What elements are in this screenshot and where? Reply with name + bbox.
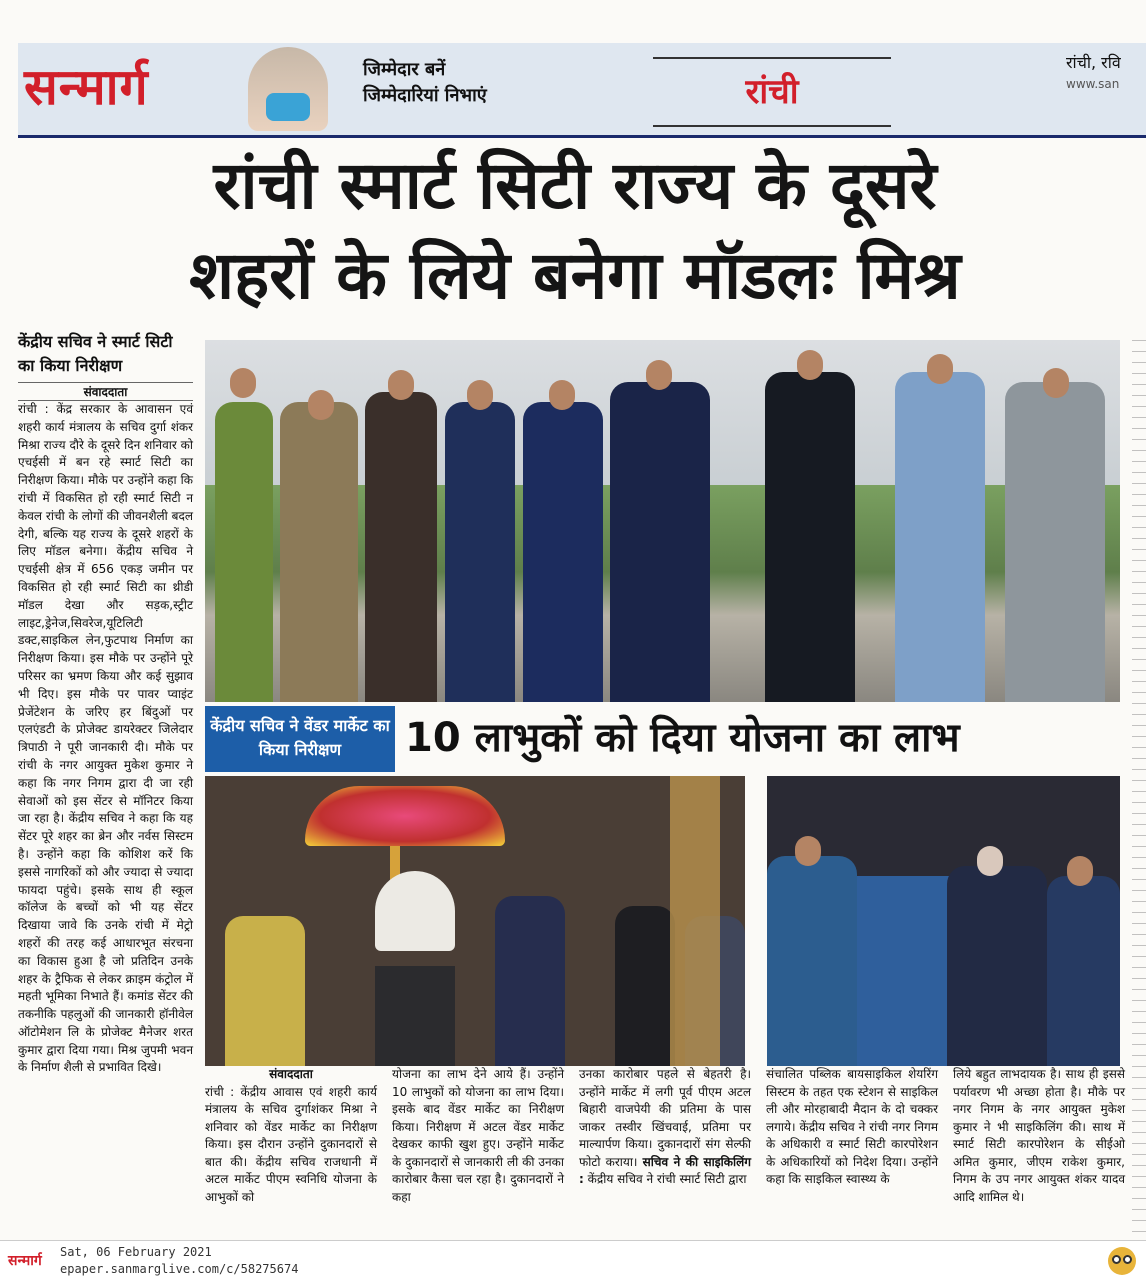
- city-section: [653, 57, 891, 127]
- left-story-byline: संवाददाता: [18, 382, 193, 401]
- left-story-body: रांची : केंद्र सरकार के आवासन एवं शहरी कार्य मंत्रालय के सचिव दुर्गा शंकर मिश्रा राज्य दौरे के दूसरे दिन शनिवार को एचईसी में बन रहे स्मार्ट सिटी का निरीक्षण किया। मौके पर उन्होंने कहा कि रांची में विकसित हो रही स्मार्ट सिटी न केवल रांची के लोगों की जीवनशैली बदल देगी, बल्कि यह राज्य के दूसरे शहरों के लिए मॉडल बनेगा। केंद्रीय सचिव ने एचईसी क्षेत्र में 656 एकड़ जमीन पर विकसित हो रही स्मार्ट सिटी का थ्रीडी मॉडल देखा और सड़क,स्ट्रीट लाइट,ड्रेनेज,सिवरेज,यूटिलिटी डक्ट,साइकिल लेन,फुटपाथ निर्माण का निरीक्षण किया। इस मौके पर उन्होंने पूरे परिसर का भ्रमण किया और कई सुझाव भी दिए। इस मौके पर पावर प्वाइंट प्रेजेंटेशन के जरिए हर बिंदुओं पर एलएंडटी के प्रोजेक्ट डायरेक्टर जिलेदार त्रिपाठी ने पूरी जानकारी दी। मौके पर रांची के नगर आयुक्त मुकेश कुमार ने कहा कि नगर निगम द्वारा दी जा रही सेवाओं को इस सेंटर से मॉनिटर किया जा रहा है। केंद्रीय सचिव ने कहा कि यह सेंटर पूरे शहर का ब्रेन और नर्वस सिस्टम है। उन्होंने कहा कि कोशिश करें कि इससे नागरिकों को और ज्यादा से ज्यादा फायदा पहुंचे। इसके साथ ही स्कूल कॉलेज के बच्चों को भी यह सेंटर दिखाया जावे कि उनके रांची में मेट्रो शहरों की तरह कई आधारभूत संरचना का विकास हुआ है जो प्रतिदिन उनके शहर के ट्रैफिक से लेकर क्राइम कंट्रोल में महती भूमिका निभाते हैं। कमांड सेंटर की तकनीकि पहलुओं की जानकारी हॉनीवेल ऑटोमेशन लि के प्रोजेक्ट मैनेजर शरत कुमार द्वारा दिया गया। मिश्र जुपमी भवन के निर्माण शैली से प्रभावित दिखे।: [18, 402, 193, 1075]
- owl-icon[interactable]: [1108, 1247, 1136, 1275]
- head-shape: [927, 354, 953, 384]
- head-shape: [977, 846, 1003, 876]
- column-1-text: रांची : केंद्रीय आवास एवं शहरी कार्य मंत्रालय के सचिव दुर्गाशंकर मिश्रा ने शनिवार को वेंडर मार्केट का निरीक्षण किया। इस दौरान उन्होंने दुकानदारों से बात की। केंद्रीय सचिव राजधानी में अटल मार्केट पीएम स्वनिधि योजना के आभुकों को: [205, 1084, 377, 1204]
- footer-logo: सन्मार्ग: [8, 1253, 42, 1269]
- head-shape: [1067, 856, 1093, 886]
- mask-ad-image: [248, 47, 328, 131]
- newspaper-logo: सन्मार्ग: [24, 57, 149, 116]
- statue-bust: [375, 871, 455, 951]
- headline-line-1: रांची स्मार्ट सिटी राज्य के दूसरे: [213, 147, 937, 224]
- head-shape: [646, 360, 672, 390]
- head-shape: [230, 368, 256, 398]
- epaper-footer: [0, 1240, 1146, 1281]
- person-figure: [225, 916, 305, 1066]
- person-figure: [767, 856, 857, 1066]
- person-figure: [947, 866, 1047, 1066]
- head-shape: [467, 380, 493, 410]
- person-figure: [495, 896, 565, 1066]
- person-figure: [215, 402, 273, 702]
- person-figure: [610, 382, 710, 702]
- website: www.san: [1066, 77, 1120, 91]
- left-story-subhead: केंद्रीय सचिव ने स्मार्ट सिटी का किया निरीक्षण: [18, 332, 173, 375]
- head-shape: [795, 836, 821, 866]
- pillar: [670, 776, 720, 1066]
- cycling-photo: [767, 776, 1120, 1066]
- slogan: [363, 57, 487, 109]
- vendor-market-photo: [205, 776, 745, 1066]
- adjacent-page-edge: [1132, 330, 1146, 1240]
- epaper-link[interactable]: epaper.sanmarglive.com/c/58275674: [60, 1262, 299, 1276]
- head-shape: [308, 390, 334, 420]
- story-column-5: लिये बहुत लाभदायक है। साथ ही इससे पर्यावरण भी अच्छा होता है। मौके पर नगर निगम के नगर आयुक्त मुकेश कुमार ने भी साइकिलिंग की। साथ में स्मार्ट सिटी कारपोरेशन के सीईओ अमित कुमार, जीएम राकेश कुमार, निगम के उप नगर आयुक्त शंकर यादव आदि शामिल थे।: [953, 1067, 1125, 1204]
- person-figure: [280, 402, 358, 702]
- person-figure: [523, 402, 603, 702]
- slogan-line-2: जिम्मेदारियां निभाएं: [363, 85, 487, 106]
- smart-city-photo: [205, 340, 1120, 702]
- face-mask-icon: [266, 93, 310, 121]
- story-column-2: योजना का लाभ देने आये हैं। उन्होंने 10 लाभुकों को योजना का लाभ दिया। इसके बाद वेंडर मार्केट का निरीक्षण किया। निरीक्षण में अटल वेंडर मार्केट देखकर काफी खुश हुए। उन्होंने मार्केट के दुकानदारों से जानकारी ली की उनका कारोबार कैसा चल रहा है। दुकानदारों ने कहा: [392, 1067, 564, 1204]
- person-figure: [1005, 382, 1105, 702]
- masthead: [18, 43, 1146, 138]
- flower-canopy: [305, 786, 505, 846]
- column-3-tail: केंद्रीय सचिव ने रांची स्मार्ट सिटी द्वारा: [587, 1172, 747, 1186]
- story-column-4: संचालित पब्लिक बायसाइकिल शेयरिंग सिस्टम के तहत एक स्टेशन से साइकिल ली और मोरहाबादी मैदान के दो चक्कर लगाये। केंद्रीय सचिव ने रांची नगर निगम के अधिकारी व स्मार्ट सिटी कारपोरेशन के अधिकारियों को निदेश दिया। उन्होंने कहा कि साइकिल स्वास्थ्य के: [766, 1067, 938, 1186]
- head-shape: [797, 350, 823, 380]
- head-shape: [1043, 368, 1069, 398]
- person-figure: [1047, 876, 1120, 1066]
- person-figure: [765, 372, 855, 702]
- person-figure: [895, 372, 985, 702]
- head-shape: [388, 370, 414, 400]
- second-story-title: 10 लाभुकों को दिया योजना का लाभ: [405, 715, 960, 761]
- cycling-subhead: सचिव ने की साइकिलिंग :: [579, 1154, 751, 1186]
- head-shape: [549, 380, 575, 410]
- column-3-text: उनका कारोबार पहले से बेहतरी है। उन्होंने मार्केट में लगी पूर्व पीएम अटल बिहारी वाजपेयी की प्रतिमा के पास जाकर तस्वीर खिंचवाई, प्रतिमा पर माल्यार्पण किया। दुकानदारों संग सेल्फी फोटो कराया।: [579, 1067, 751, 1169]
- left-story: [18, 330, 193, 1077]
- city-name: रांची: [745, 72, 799, 112]
- edition-date: Sat, 06 February 2021: [60, 1245, 212, 1259]
- person-figure: [615, 906, 675, 1066]
- story-column-3: [579, 1066, 751, 1189]
- statue-pedestal: [375, 966, 455, 1066]
- slogan-line-1: जिम्मेदार बनें: [363, 59, 446, 80]
- person-figure: [365, 392, 437, 702]
- headline-line-2: शहरों के लिये बनेगा मॉडलः मिश्र: [189, 237, 961, 314]
- dateline: रांची, रवि: [1066, 53, 1121, 72]
- second-story-label: केंद्रीय सचिव ने वेंडर मार्केट का किया निरीक्षण: [205, 706, 395, 772]
- second-story-byline: संवाददाता: [269, 1067, 313, 1081]
- story-column-1: [205, 1066, 377, 1206]
- person-figure: [445, 402, 515, 702]
